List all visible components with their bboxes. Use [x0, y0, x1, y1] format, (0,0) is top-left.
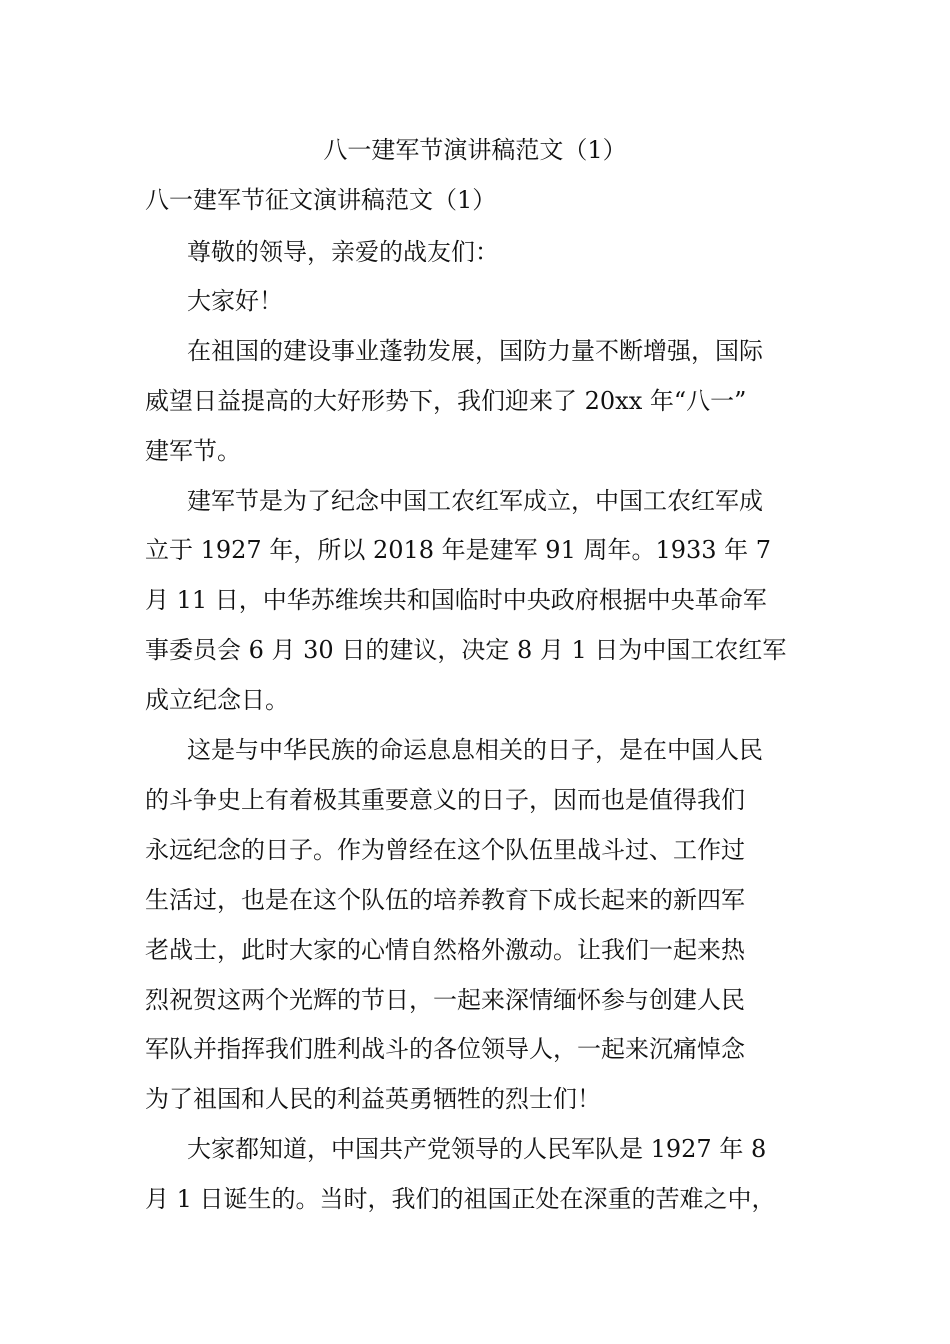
paragraph-4-line-2: 月 1 日诞生的。当时，我们的祖国正处在深重的苦难之中， [145, 1185, 776, 1213]
paragraph-3-line-3: 永远纪念的日子。作为曾经在这个队伍里战斗过、工作过 [145, 836, 745, 864]
paragraph-2-line-3: 月 11 日，中华苏维埃共和国临时中央政府根据中央革命军 [145, 586, 767, 614]
paragraph-3-line-1: 这是与中华民族的命运息息相关的日子，是在中国人民 [187, 736, 763, 764]
paragraph-3-line-7: 军队并指挥我们胜利战斗的各位领导人，一起来沉痛悼念 [145, 1035, 745, 1063]
paragraph-4-line-1: 大家都知道，中国共产党领导的人民军队是 1927 年 8 [187, 1135, 767, 1163]
hello-line: 大家好！ [187, 287, 283, 315]
paragraph-1-line-1: 在祖国的建设事业蓬勃发展，国防力量不断增强，国际 [187, 337, 763, 365]
paragraph-2-line-4: 事委员会 6 月 30 日的建议，决定 8 月 1 日为中国工农红军 [145, 636, 787, 664]
paragraph-1-line-2: 威望日益提高的大好形势下，我们迎来了 20xx 年“八一” [145, 387, 747, 415]
paragraph-2-line-5: 成立纪念日。 [145, 686, 289, 714]
paragraph-3-line-8: 为了祖国和人民的利益英勇牺牲的烈士们！ [145, 1085, 601, 1113]
paragraph-3-line-4: 生活过，也是在这个队伍的培养教育下成长起来的新四军 [145, 886, 745, 914]
paragraph-2-line-1: 建军节是为了纪念中国工农红军成立，中国工农红军成 [187, 487, 763, 515]
paragraph-1-line-3: 建军节。 [145, 437, 241, 465]
document-title: 八一建军节演讲稿范文（1） [323, 136, 627, 164]
paragraph-2-line-2: 立于 1927 年，所以 2018 年是建军 91 周年。1933 年 7 [145, 536, 772, 564]
paragraph-3-line-5: 老战士，此时大家的心情自然格外激动。让我们一起来热 [145, 936, 745, 964]
document-subtitle: 八一建军节征文演讲稿范文（1） [145, 186, 497, 214]
paragraph-3-line-2: 的斗争史上有着极其重要意义的日子，因而也是值得我们 [145, 786, 745, 814]
greeting-line: 尊敬的领导，亲爱的战友们： [187, 238, 499, 266]
paragraph-3-line-6: 烈祝贺这两个光辉的节日，一起来深情缅怀参与创建人民 [145, 986, 745, 1014]
